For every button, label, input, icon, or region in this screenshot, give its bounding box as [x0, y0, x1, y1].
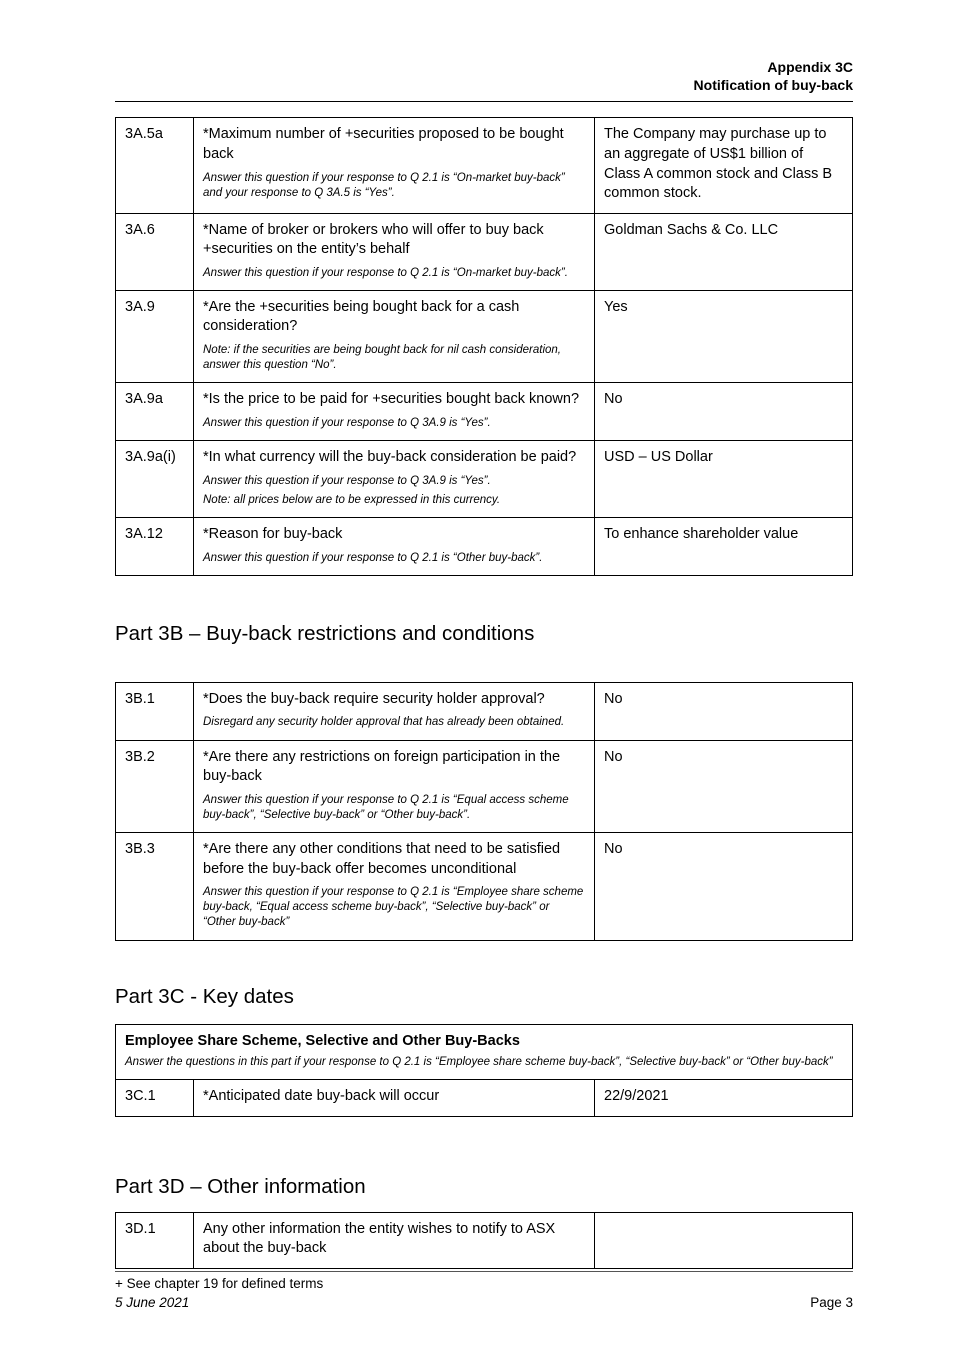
question-note: Disregard any security holder approval that has already been obtained.: [203, 716, 565, 729]
table-row: [116, 740, 853, 832]
answer-cell: [595, 1212, 853, 1268]
question-text: Any other information the entity wishes to notify to ASX about the buy-back: [203, 1220, 556, 1257]
table-row: [116, 383, 853, 441]
header-title-line2: Notification of buy-back: [693, 77, 853, 94]
question-note: Answer this question if your response to Q 2.1 is “On-market buy-back”.: [203, 266, 568, 279]
answer-cell: No: [595, 383, 853, 441]
part3c-heading: Part 3C - Key dates: [115, 984, 294, 1008]
question-number: 3A.9a(i): [116, 441, 194, 518]
question-text: *Reason for buy-back: [203, 526, 343, 543]
answer-cell: 22/9/2021: [595, 1080, 853, 1117]
table-row: [116, 118, 853, 213]
table-row: [116, 832, 853, 940]
header-title-line1: Appendix 3C: [767, 59, 853, 75]
question-text: *Name of broker or brokers who will offer to buy back +securities on the entity’s behalf: [203, 221, 544, 258]
answer-cell: Yes: [595, 290, 853, 382]
table-row: [116, 682, 853, 740]
question-text: *Does the buy-back require security holder approval?: [203, 690, 545, 707]
question-note: Answer this question if your response to Q 2.1 is “Equal access scheme buy-back”, “Selective buy-back” or “Other buy-back”.: [203, 793, 569, 821]
question-text: *Maximum number of +securities proposed to be bought back: [203, 126, 564, 162]
banner-title: Employee Share Scheme, Selective and Other Buy-Backs: [125, 1032, 520, 1049]
banner-note: Answer the questions in this part if your response to Q 2.1 is “Employee share scheme buy-back”, “Selective buy-back” or “Other buy-back”: [125, 1056, 833, 1069]
answer-cell: USD – US Dollar: [595, 441, 853, 518]
question-note: Note: if the securities are being bought back for nil cash consideration, answer this question “No”.: [203, 344, 561, 372]
question-text: *Anticipated date buy-back will occur: [203, 1088, 440, 1105]
table-row: [116, 518, 853, 576]
answer-cell: To enhance shareholder value: [595, 518, 853, 576]
question-number: 3A.9a: [116, 383, 194, 441]
part3d-table: [115, 1212, 853, 1269]
part3b-heading: Part 3B – Buy-back restrictions and conditions: [115, 621, 535, 645]
question-note: Answer this question if your response to Q 3A.9 is “Yes”.: [203, 474, 491, 487]
question-number: 3C.1: [116, 1080, 194, 1117]
question-text: *In what currency will the buy-back consideration be paid?: [203, 449, 577, 466]
question-note: Answer this question if your response to Q 2.1 is “On-market buy-back” and your response to Q 3A.5 is “Yes”.: [203, 171, 565, 199]
question-number: 3A.6: [116, 213, 194, 290]
question-text: *Are there any restrictions on foreign participation in the buy-back: [203, 748, 561, 785]
question-text: *Are the +securities being bought back for a cash consideration?: [203, 298, 520, 335]
table-row: [116, 213, 853, 290]
question-number: 3D.1: [116, 1212, 194, 1268]
footer-date: 5 June 2021: [115, 1294, 190, 1310]
table-row: [116, 441, 853, 518]
table-row: [116, 1080, 853, 1117]
table-row: [116, 290, 853, 382]
document-footer: [115, 1271, 853, 1312]
question-number: 3A.5a: [116, 118, 194, 213]
answer-cell: No: [595, 740, 853, 832]
question-text: *Are there any other conditions that need to be satisfied before the buy-back offer becomes unconditional: [203, 840, 561, 877]
answer-cell: Goldman Sachs & Co. LLC: [595, 213, 853, 290]
part3b-table: [115, 682, 853, 941]
question-number: 3A.9: [116, 290, 194, 382]
footer-defined-terms: + See chapter 19 for defined terms: [115, 1276, 324, 1291]
question-text: *Is the price to be paid for +securities bought back known?: [203, 391, 580, 408]
question-number: 3B.1: [116, 682, 194, 740]
part3a-table: [115, 117, 853, 575]
document-header: [115, 58, 853, 102]
table-row: [116, 1212, 853, 1268]
answer-cell: No: [595, 682, 853, 740]
footer-page-number: Page 3: [810, 1294, 853, 1310]
question-number: 3A.12: [116, 518, 194, 576]
table-banner-row: [116, 1024, 853, 1080]
question-number: 3B.3: [116, 832, 194, 940]
question-note: Answer this question if your response to Q 3A.9 is “Yes”.: [203, 416, 491, 429]
question-note: Answer this question if your response to Q 2.1 is “Employee share scheme buy-back, “Equal access scheme buy-back”, “Selective buy-back” or “Other buy-back”: [203, 886, 584, 929]
answer-cell: The Company may purchase up to an aggregate of US$1 billion of Class A common stock and Class B common stock.: [595, 118, 853, 213]
question-note: Note: all prices below are to be expressed in this currency.: [203, 493, 501, 506]
part3c-table: [115, 1024, 853, 1117]
question-number: 3B.2: [116, 740, 194, 832]
part3d-heading: Part 3D – Other information: [115, 1174, 366, 1198]
question-note: Answer this question if your response to Q 2.1 is “Other buy-back”.: [203, 551, 543, 564]
answer-cell: No: [595, 832, 853, 940]
